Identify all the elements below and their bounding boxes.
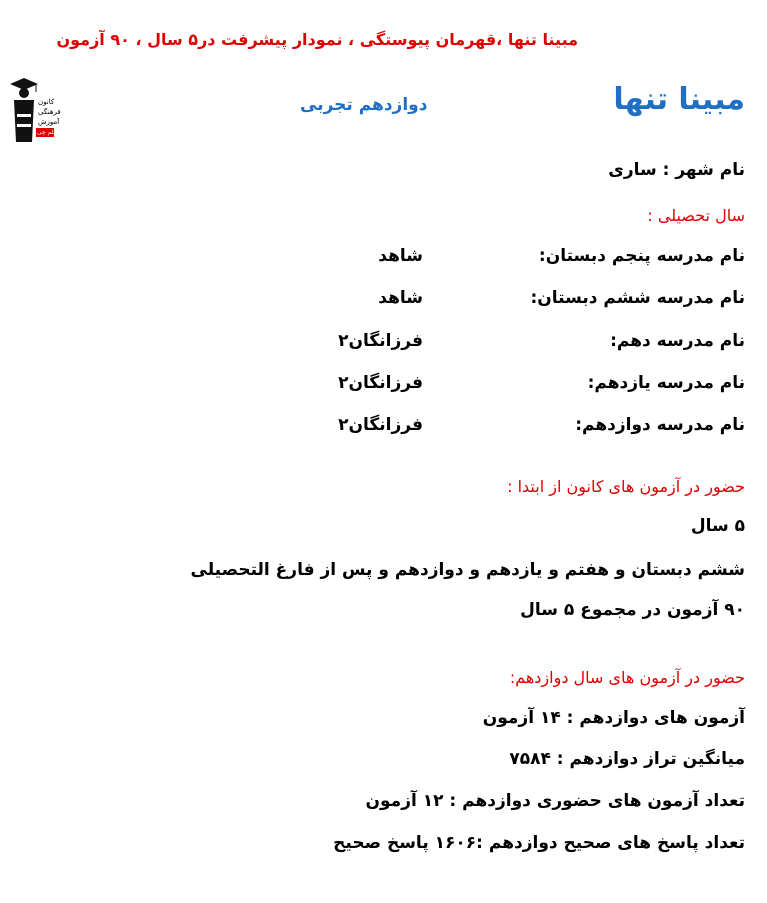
twelfth-correct-answers: تعداد پاسخ های صحیح دوازدهم :۱۶۰۶ پاسخ صحیح (333, 833, 745, 853)
school-value: شاهد (378, 246, 423, 266)
school-label: نام مدرسه یازدهم: (587, 373, 745, 393)
kanoon-logo-icon (8, 74, 61, 144)
attendance-total: ۹۰ آزمون در مجموع ۵ سال (520, 600, 745, 620)
logo-text-line-2: فرهنگی (38, 108, 61, 116)
student-name-heading: مبینا تنها (613, 82, 745, 117)
grade-label: دوازدهم تجربی (300, 95, 428, 115)
school-value: فرزانگان۲ (338, 373, 423, 393)
school-label: نام مدرسه ششم دبستان: (530, 288, 745, 308)
logo-badge-text: قلم چی (37, 129, 57, 136)
school-value: شاهد (378, 288, 423, 308)
school-row-twelfth (325, 415, 745, 439)
twelfth-average-score: میانگین تراز دوازدهم : ۷۵۸۴ (509, 749, 745, 769)
school-label: نام مدرسه دوازدهم: (575, 415, 745, 435)
attendance-years: ۵ سال (690, 516, 745, 536)
page-header-title: مبینا تنها ،قهرمان پیوستگی ، نمودار پیشرفت در۵ سال ، ۹۰ آزمون (56, 30, 578, 49)
school-label: نام مدرسه دهم: (610, 331, 745, 351)
logo-text-line-1: کانون (38, 98, 55, 106)
city-line: نام شهر : ساری (608, 160, 745, 180)
school-value: فرزانگان۲ (338, 331, 423, 351)
school-row-fifth (325, 246, 745, 270)
education-section-label: سال تحصیلی : (647, 206, 745, 225)
attendance-section-label: حضور در آزمون های کانون از ابتدا : (507, 477, 745, 496)
twelfth-section-label: حضور در آزمون های سال دوازدهم: (509, 668, 745, 687)
attendance-grades: ششم دبستان و هفتم و یازدهم و دوازدهم و پس از فارغ التحصیلی (190, 560, 745, 580)
twelfth-exams-count: آزمون های دوازدهم : ۱۴ آزمون (482, 708, 745, 728)
school-row-eleventh (325, 373, 745, 397)
logo-text-line-3: آموزش (38, 118, 60, 126)
school-row-sixth (325, 288, 745, 312)
school-row-tenth (325, 331, 745, 355)
school-label: نام مدرسه پنجم دبستان: (538, 246, 745, 266)
twelfth-in-person-count: تعداد آزمون های حضوری دوازدهم : ۱۲ آزمون (365, 791, 745, 811)
school-value: فرزانگان۲ (338, 415, 423, 435)
